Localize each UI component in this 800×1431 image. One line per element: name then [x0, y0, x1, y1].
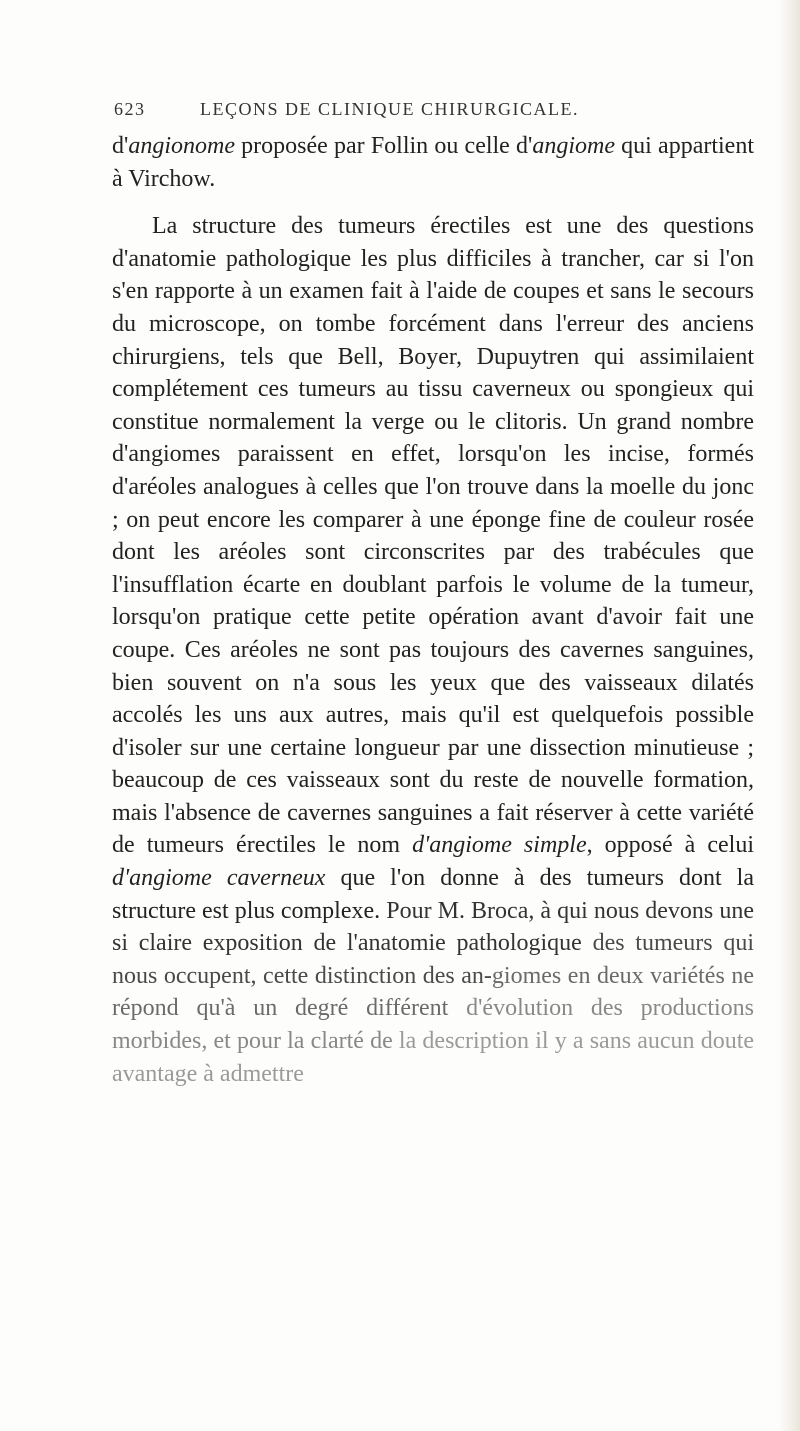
text-run: giomes en deux variétés ne répond qu'à un degré différent — [112, 962, 754, 1022]
text-run: d' — [516, 133, 533, 159]
text-run: que l'on donne à des tumeurs dont la structure est plus complexe. — [112, 865, 755, 924]
text-run: qui appartient à Virchow. — [112, 133, 754, 192]
page-number: 623 — [114, 99, 146, 119]
text-run: d'évolution des productions morbides, et pour la clarté de — [112, 995, 755, 1055]
paragraph-structure — [112, 210, 754, 1090]
italic-term-angiome-simple: d'angiome simple — [412, 832, 587, 859]
paragraph-continuation — [112, 130, 754, 195]
running-header — [114, 99, 754, 120]
text-body — [112, 130, 754, 1090]
running-title: LEÇONS DE CLINIQUE CHIRURGICALE. — [200, 99, 579, 119]
text-run: La structure des tumeurs érectiles est une des questions d'anatomie pathologique les plus difficiles à trancher, car si l'on s'en rapporte à un examen fait à l'aide de coupes et sans le secours du microscope, on tombe forcément dans l'erreur des anciens chirurgiens, tels que Bell, Boyer, Dupuytren qui assimilaient complétement ces tumeurs au tissu caverneux ou spongieux qui constitue normalement la verge ou le clitoris. Un grand nombre d'angiomes paraissent en effet, lorsqu'on les incise, formés d'aréoles analogues à celles que l'on trouve dans la moelle du jonc ; on peut encore les comparer à une éponge fine de couleur rosée dont les aréoles sont circonscrites par des trabécules que l'insufflation écarte en doublant parfois le volume de la tumeur, lorsqu'on pratique cette petite opération avant d'avoir fait une coupe. Ces aréoles ne sont pas toujours des cavernes sanguines, bien souvent on n'a sous les yeux que des vaisseaux dilatés accolés les uns aux autres, mais qu'il est quelquefois possible d'isoler sur une certaine longueur par une dissection minutieuse ; beaucoup de ces vaisseaux sont du reste de nouvelle formation, mais l'absence de cavernes sanguines a fait réserver à cette variété de tumeurs érectiles le nom — [112, 213, 754, 859]
italic-term-angionome: angionome — [128, 133, 235, 159]
text-run: proposée par Follin ou celle — [234, 133, 517, 159]
italic-term-angiome: angiome — [532, 133, 615, 159]
italic-term-angiome-caverneux: d'angiome caverneux — [112, 865, 326, 892]
text-run: Pour M. Broca, à qui nous devons une si claire exposition de l'anatomie pathologique — [112, 897, 754, 957]
text-run: des tumeurs qui nous occupent, cette distinction des an- — [112, 930, 754, 989]
text-run: , opposé à celui — [586, 832, 754, 859]
page-edge-shadow — [778, 0, 800, 1431]
text-run: la description il y a sans aucun doute avantage à admettre — [112, 1028, 755, 1087]
text-run: d' — [112, 133, 129, 159]
